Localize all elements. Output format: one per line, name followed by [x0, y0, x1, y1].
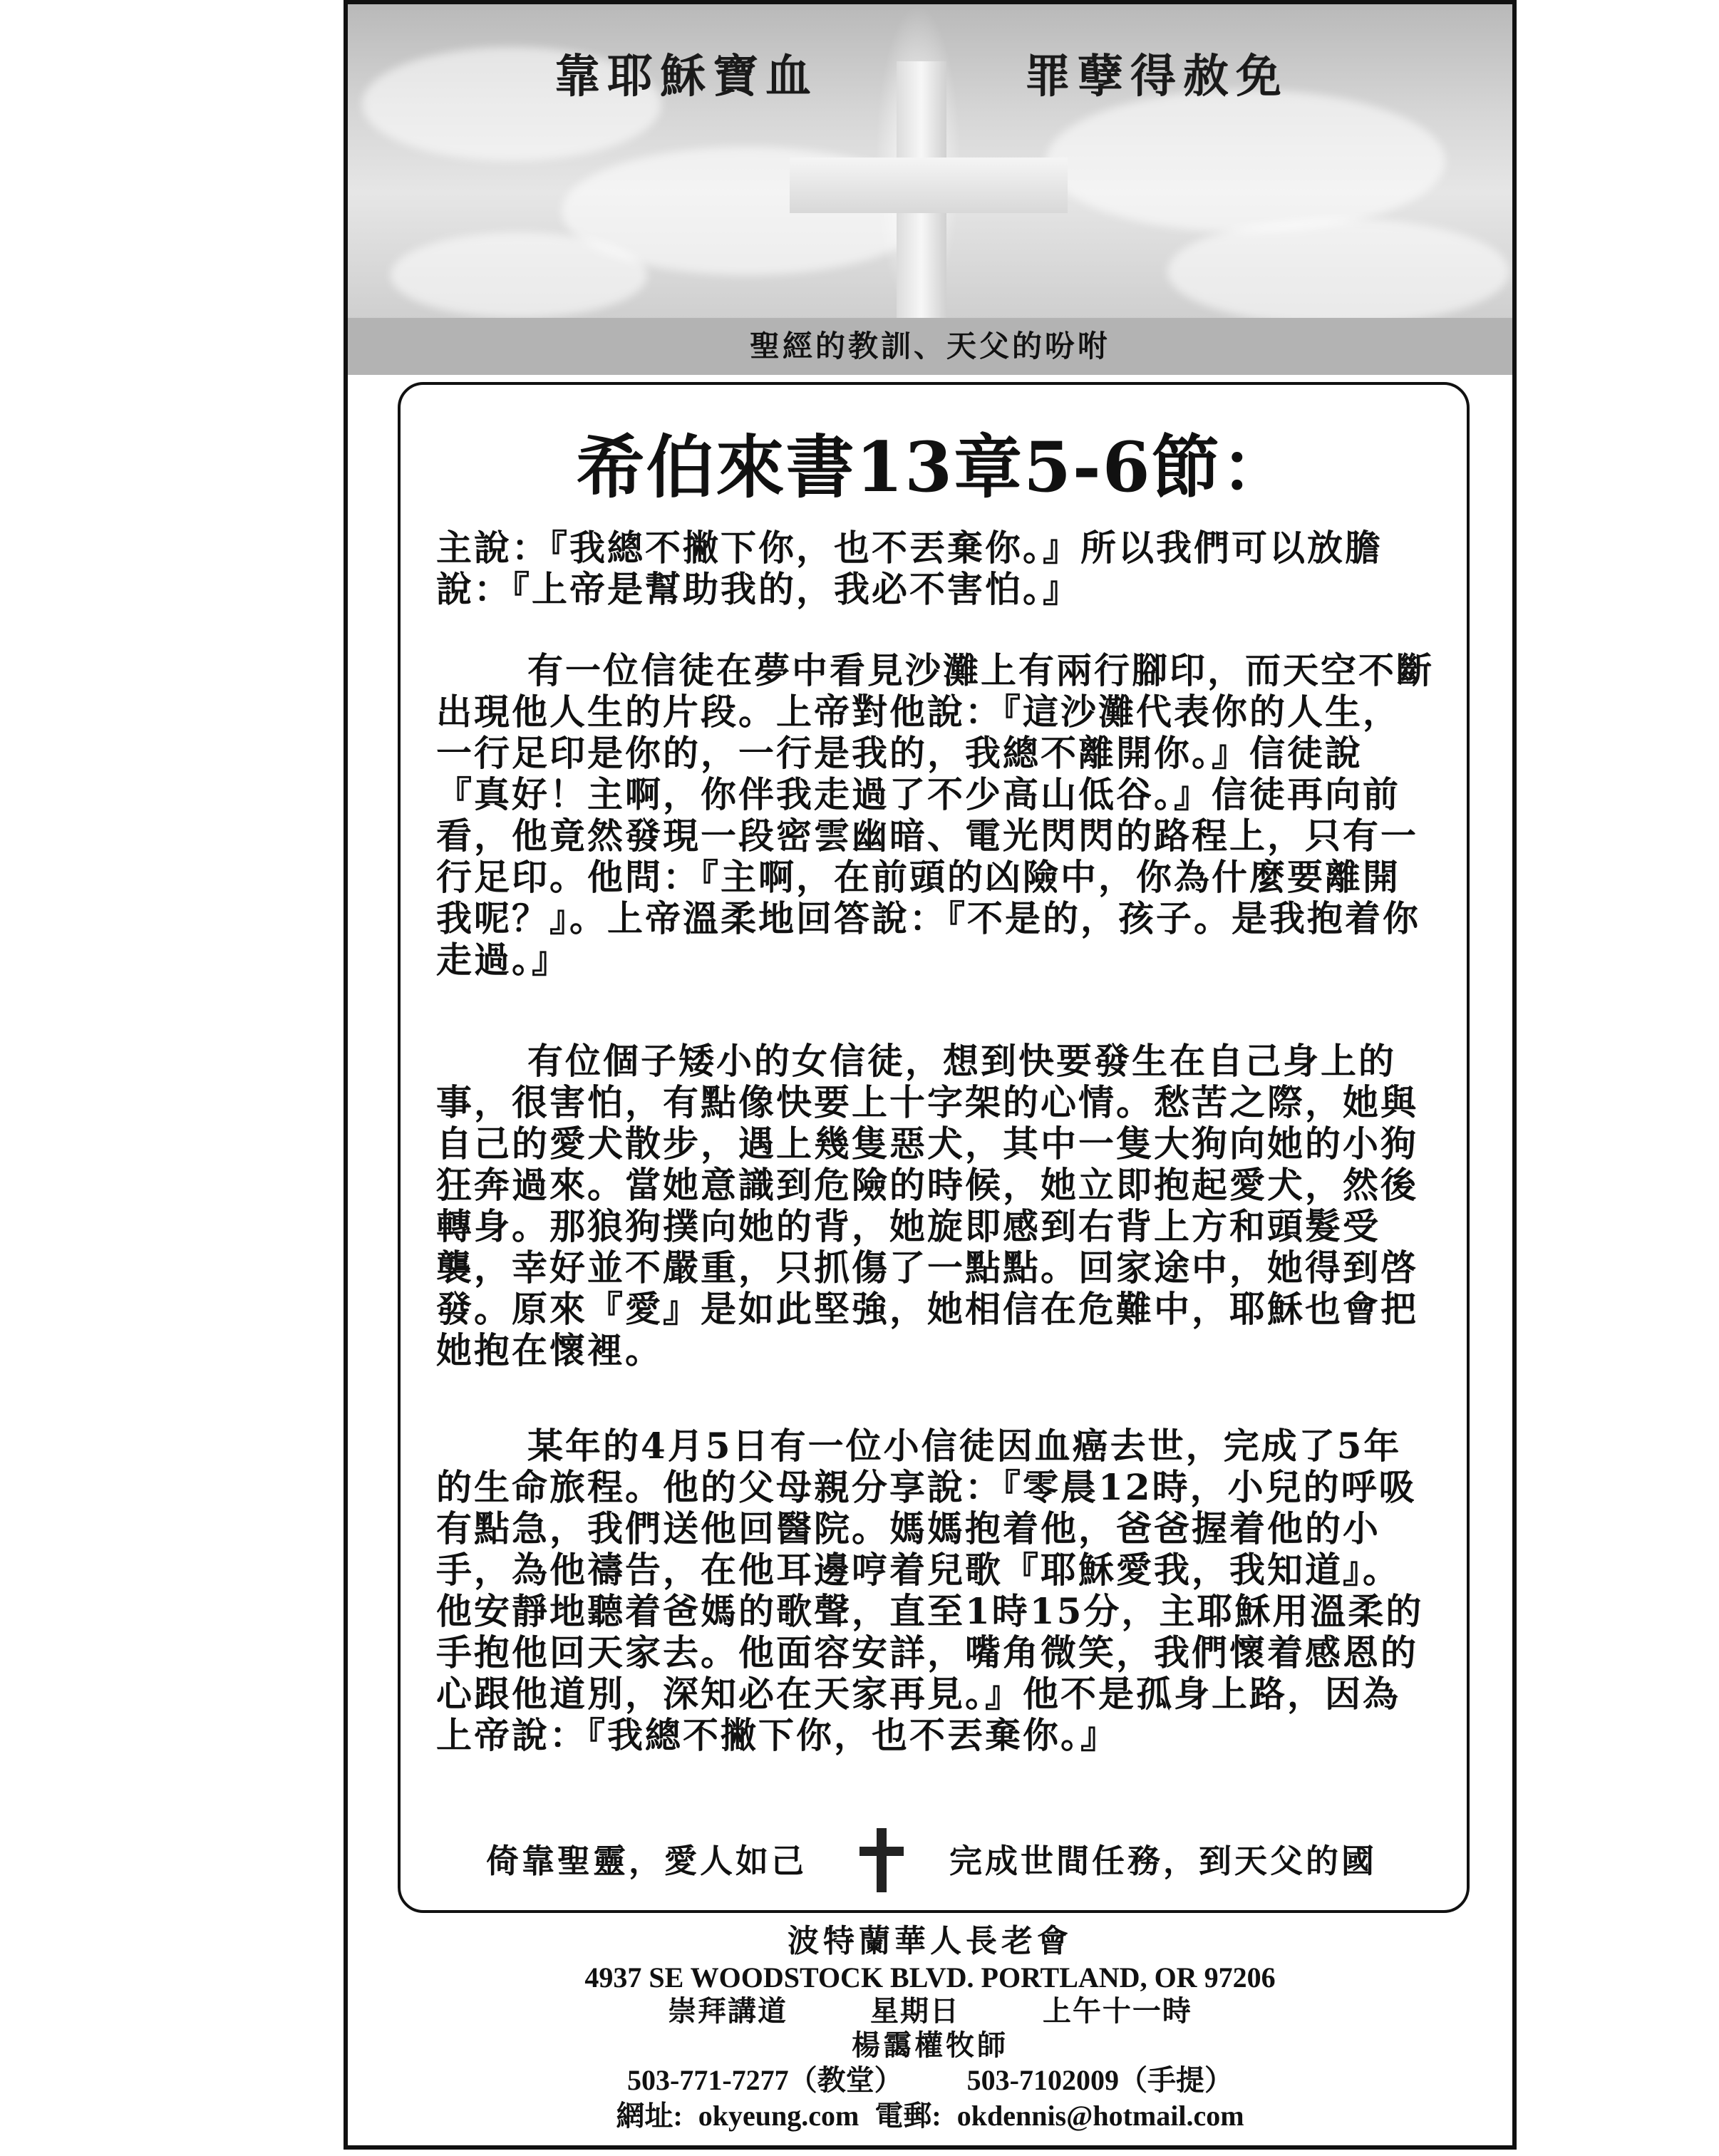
scripture-quote: 主說：『我總不撇下你，也不丟棄你。』所以我們可以放膽說：『上帝是幫助我的，我必不害怕。』	[436, 527, 1383, 610]
footer-slogan-left: 倚靠聖靈，愛人如己	[486, 1842, 807, 1880]
service-time: 上午十一時	[1042, 1994, 1192, 2028]
church-name: 波特蘭華人長老會	[788, 1923, 1073, 1959]
email-link[interactable]: okdennis@hotmail.com	[956, 2100, 1244, 2132]
content-box	[398, 382, 1470, 1913]
email-label: 電郵:	[874, 2100, 941, 2132]
footer-slogan-right: 完成世間任務，到天父的國	[949, 1842, 1377, 1880]
story-paragraph: 某年的4月5日有一位小信徒因血癌去世，完成了5年的生命旅程。他的父母親分享說：『零晨12時，小兒的呼吸有點急，我們送他回醫院。媽媽抱着他，爸爸握着他的小手，為他禱告，在他耳邊哼着兒歌『耶穌愛我，我知道』。他安靜地聽着爸媽的歌聲，直至1時15分，主耶穌用溫柔的手抱他回天家去。他面容安詳，嘴角微笑，我們懷着感恩的心跟他道別，深知必在天家再見。』他不是孤身上路，因為上帝說：『我總不撇下你，也不丟棄你。』	[436, 1425, 1424, 1756]
banner-slogan-left: 靠耶穌寶血	[554, 50, 818, 103]
cross-icon-arm	[790, 158, 1068, 213]
story-paragraph: 有一位信徒在夢中看見沙灘上有兩行腳印，而天空不斷出現他人生的片段。上帝對他說：『這沙灘代表你的人生，一行足印是你的，一行是我的，我總不離開你。』信徒說『真好！主啊，你伴我走過了不少高山低谷。』信徒再向前看，他竟然發現一段密雲幽暗、電光閃閃的路程上，只有一行足印。他問：『主啊，在前頭的凶險中，你為什麼要離開我呢？』。上帝溫柔地回答說：『不是的，孩子。是我抱着你走過。』	[436, 649, 1434, 981]
cloud	[1167, 218, 1509, 318]
subtitle-bar: 聖經的教訓、天父的吩咐	[348, 318, 1512, 375]
footer-slogan	[401, 1828, 1467, 1892]
advertisement-frame	[344, 0, 1517, 2150]
cloud	[391, 232, 647, 318]
church-address: 4937 SE WOODSTOCK BLVD. PORTLAND, OR 97206	[584, 1961, 1276, 1993]
header-banner	[348, 4, 1512, 318]
scripture-title: 希伯來書13章5-6節：	[576, 427, 1291, 507]
cloud	[1046, 90, 1445, 232]
pastor-name: 楊靄權牧師	[852, 2028, 1008, 2062]
service-day: 星期日	[870, 1994, 960, 2028]
church-phone: 503-771-7277（教堂）	[627, 2064, 903, 2096]
service-label: 崇拜講道	[668, 1994, 788, 2028]
story-paragraph: 有位個子矮小的女信徒，想到快要發生在自己身上的事，很害怕，有點像快要上十字架的心情。愁苦之際，她與自己的愛犬散步，遇上幾隻惡犬，其中一隻大狗向她的小狗狂奔過來。當她意識到危險的時候，她立即抱起愛犬，然後轉身。那狼狗撲向她的背，她旋即感到右背上方和頭髮受襲，幸好並不嚴重，只抓傷了一點點。回家途中，她得到啓發。原來『愛』是如此堅強，她相信在危難中，耶穌也會把她抱在懷裡。	[436, 1040, 1418, 1371]
website-link[interactable]: okyeung.com	[698, 2100, 860, 2132]
banner-slogan-right: 罪孽得赦免	[1025, 50, 1289, 103]
church-info	[348, 1922, 1512, 2134]
web-label: 網址:	[616, 2100, 683, 2132]
phone-line	[348, 2063, 1512, 2098]
cross-icon	[857, 1828, 907, 1892]
service-time-line	[348, 1994, 1512, 2028]
mobile-phone: 503-7102009（手提）	[966, 2064, 1233, 2096]
contact-line	[348, 2098, 1512, 2134]
